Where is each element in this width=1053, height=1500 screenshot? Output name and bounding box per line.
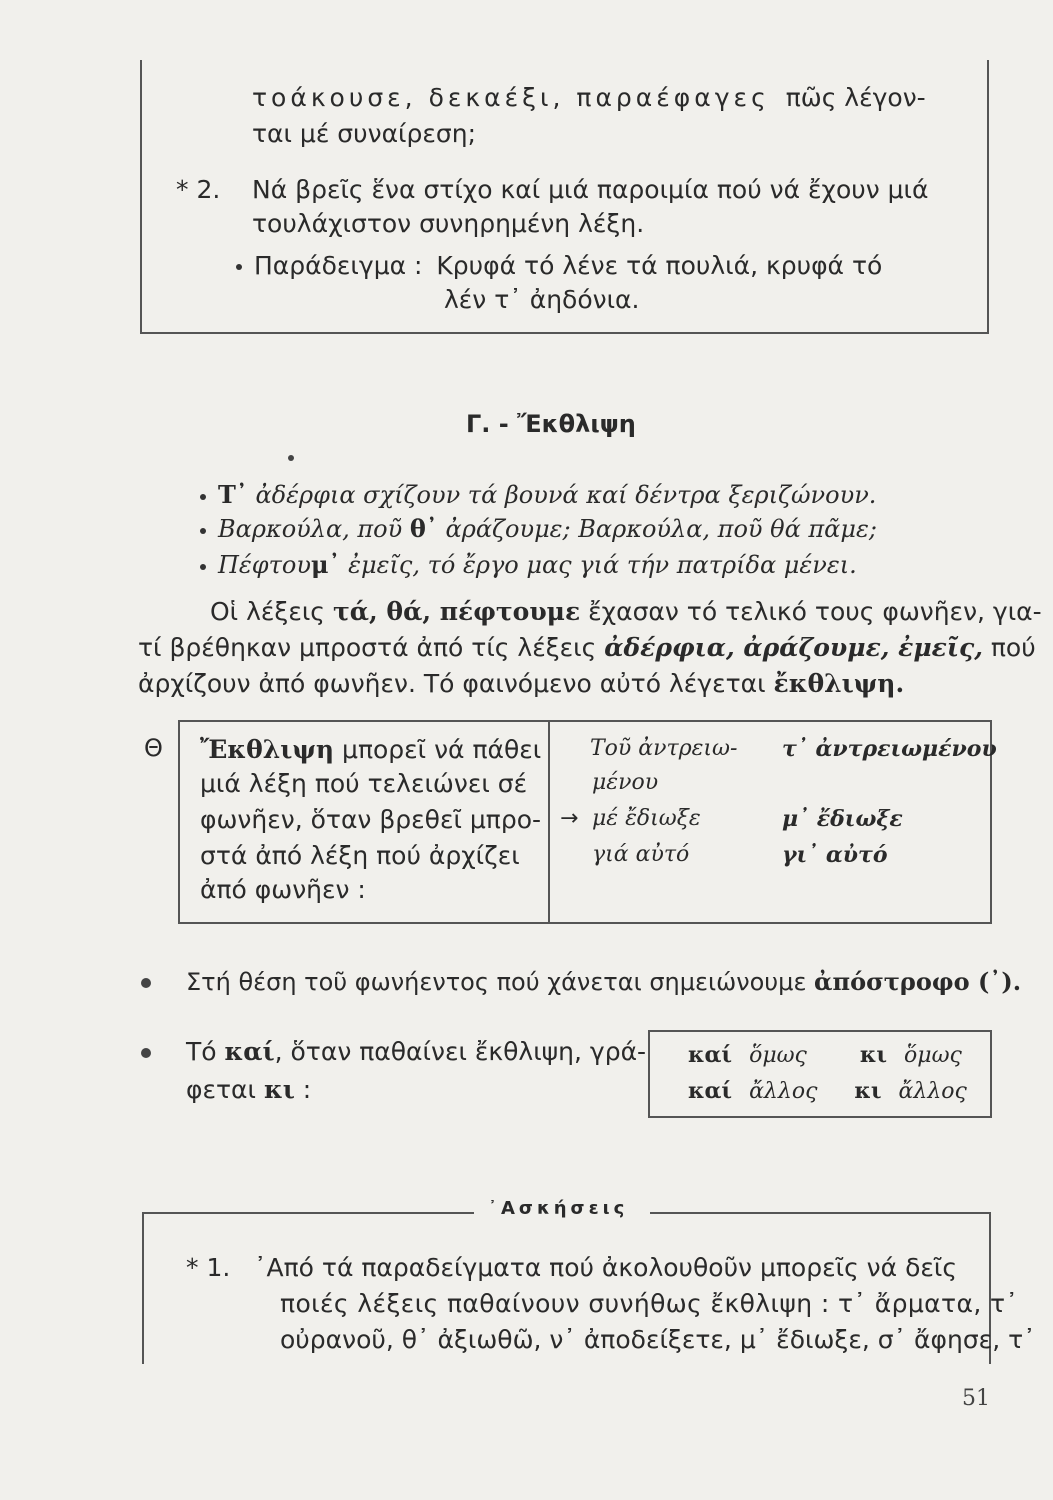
sentence-rest: ἀδέρφια σχίζουν τά βουνά καί δέντρα ξεριζώνουν. — [247, 481, 877, 509]
rule-term: Ἔκθλιψη — [200, 735, 335, 764]
elided-word: Τ᾿ — [218, 480, 248, 509]
example-text-1: Κρυφά τό λένε τά πουλιά, κρυφά τό — [436, 251, 883, 280]
text: πού — [982, 633, 1036, 662]
bold-word: καί — [224, 1037, 275, 1066]
exercises-heading: ᾿Ασκήσεις — [488, 1198, 629, 1219]
page-number: 51 — [962, 1386, 990, 1411]
sentence-rest: ἐμεῖς, τό ἔργο μας γιά τήν πατρίδα μένει. — [340, 551, 857, 579]
cell: καί — [688, 1078, 733, 1104]
text: : — [294, 1075, 312, 1104]
bullet-dot-icon — [141, 978, 151, 988]
apostrophe-note — [186, 966, 1021, 998]
example-sentence-3 — [200, 550, 857, 579]
text: Στή θέση τοῦ φωνήεντος πού χάνεται σημειώνουμε — [186, 968, 815, 996]
text: τί βρέθηκαν μπροστά ἀπό τίς λέξεις — [138, 633, 605, 662]
bold-words: ἀδέρφια, ἀράζουμε, ἐμεῖς, — [604, 633, 983, 662]
section-title: Γ. - Ἔκθλιψη — [466, 410, 636, 438]
rule-line-1 — [200, 734, 541, 766]
top-line-1 — [252, 82, 926, 114]
rule-text: μπορεῖ νά πάθει — [334, 735, 542, 764]
exercise-1-marker: * 1. — [186, 1253, 231, 1282]
exercise-1-line-1: ᾿Από τά παραδείγματα πού ἀκολουθοῦν μπορεῖς νά δεῖς — [254, 1253, 958, 1282]
rule-example-left-3: γιά αὐτό — [592, 842, 690, 867]
rule-example-left-2: μέ ἔδιωξε — [592, 806, 701, 831]
sentence-pre: Πέφτου — [218, 551, 311, 579]
rule-line-4: στά ἀπό λέξη πού ἀρχίζει — [200, 841, 520, 870]
rule-line-2: μιά λέξη πού τελειώνει σέ — [200, 769, 528, 798]
elided-word: θ᾿ — [409, 514, 438, 543]
kai-note-line-2 — [186, 1074, 311, 1106]
sentence-pre: Βαρκούλα, ποῦ — [218, 515, 410, 543]
arrow-icon: → — [560, 806, 579, 831]
top-line-1-tail: πῶς λέγον- — [785, 83, 926, 112]
example-sentence-2 — [200, 514, 877, 543]
rule-box-divider — [548, 720, 550, 922]
cell: κι — [859, 1042, 888, 1068]
text: , ὅταν παθαίνει ἔκθλιψη, γρά- — [274, 1037, 647, 1066]
kai-table-row-2 — [688, 1078, 967, 1104]
bold-word: κι — [263, 1075, 295, 1104]
rule-line-5: ἀπό φωνῆεν : — [200, 875, 366, 904]
rule-example-right-1: τ᾿ ἀντρειωμένου — [782, 736, 997, 762]
kai-note-line-1 — [186, 1036, 646, 1068]
exercise-2-line-1: Νά βρεῖς ἕνα στίχο καί μιά παροιμία πού νά ἔχουν μιά — [252, 175, 929, 204]
cell: ὅμως — [904, 1043, 962, 1068]
small-dot-icon — [288, 455, 294, 461]
cell: ἄλλος — [898, 1079, 967, 1104]
exercise-2-marker: * 2. — [176, 175, 221, 204]
text: (᾿). — [969, 967, 1022, 996]
example-line-2: λέν τ᾿ ἀηδόνια. — [444, 285, 640, 314]
cell: κι — [854, 1078, 882, 1104]
rule-example-left-1: Τοῦ ἀντρειω- — [590, 736, 738, 761]
rule-example-right-3: γι᾿ αὐτό — [782, 842, 888, 868]
text: Οἱ λέξεις — [210, 597, 333, 626]
rule-symbol: Θ — [144, 734, 163, 762]
rule-example-left-1b: μένου — [592, 770, 659, 795]
text: ἔχασαν τό τελικό τους φωνῆεν, για- — [580, 597, 1042, 626]
top-line-1-words: τοάκουσε, δεκαέξι, παραέφαγες — [252, 83, 770, 112]
rule-line-3: φωνῆεν, ὅταν βρεθεῖ μπρο- — [200, 805, 542, 834]
bold-word: ἔκθλιψη. — [773, 669, 905, 698]
example-line-1 — [236, 250, 882, 282]
bullet-icon — [200, 494, 206, 500]
cell: καί — [688, 1042, 733, 1068]
exercise-1-line-2: ποιές λέξεις παθαίνουν συνήθως ἔκθλιψη : τ᾿ ἄρματα, τ᾿ — [280, 1289, 1019, 1318]
bold-words: τά, θά, πέφτουμε — [332, 597, 581, 626]
bullet-dot-icon — [141, 1048, 151, 1058]
cell: ὅμως — [749, 1043, 807, 1068]
text: ἀρχίζουν ἀπό φωνῆεν. Τό φαινόμενο αὐτό λέγεται — [138, 669, 774, 698]
bullet-icon — [200, 528, 206, 534]
exercise-2-line-2: τουλάχιστον συνηρημένη λέξη. — [252, 209, 645, 238]
explanation-line-2 — [138, 632, 1036, 664]
example-label: Παράδειγμα : — [254, 251, 423, 280]
text: φεται — [186, 1075, 264, 1104]
text: Τό — [186, 1037, 225, 1066]
exercise-1-line-3: οὐρανοῦ, θ᾿ ἀξιωθῶ, ν᾿ ἀποδείξετε, μ᾿ ἔδιωξε, σ᾿ ἄφησε, τ᾿ — [280, 1325, 1036, 1354]
kai-table-row-1 — [688, 1042, 962, 1068]
bullet-icon — [236, 264, 242, 270]
sentence-rest: ἀράζουμε; Βαρκούλα, ποῦ θά πᾶμε; — [437, 515, 877, 543]
elided-word: μ᾿ — [310, 550, 341, 579]
explanation-line-3 — [138, 668, 904, 700]
cell: ἄλλος — [749, 1079, 818, 1104]
explanation-line-1 — [210, 596, 1042, 628]
top-line-2: ται μέ συναίρεση; — [252, 119, 477, 148]
bullet-icon — [200, 564, 206, 570]
rule-example-right-2: μ᾿ ἔδιωξε — [782, 806, 903, 832]
bold-word: ἀπόστροφο — [814, 967, 970, 996]
example-sentence-1 — [200, 480, 876, 509]
